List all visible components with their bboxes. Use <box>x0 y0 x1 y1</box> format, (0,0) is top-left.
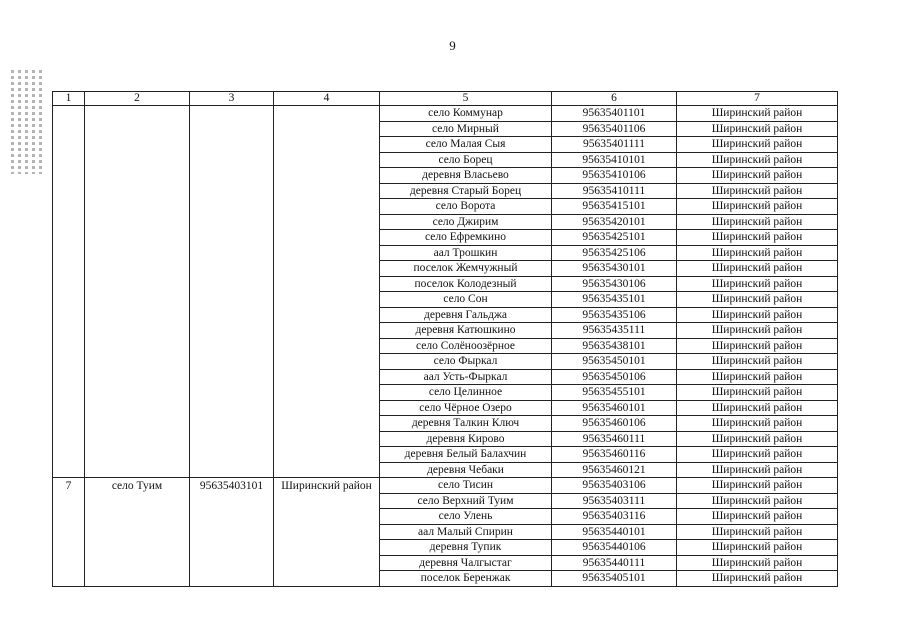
settlement-name: поселок Колодезный <box>380 276 552 292</box>
oktmo-code: 95635460101 <box>552 400 677 416</box>
settlement-name: деревня Талкин Ключ <box>380 416 552 432</box>
settlement-name: село Верхний Туим <box>380 493 552 509</box>
settlement-name: село Улень <box>380 509 552 525</box>
settlement-name: деревня Чебаки <box>380 462 552 478</box>
table-row <box>53 106 838 122</box>
settlement-name: деревня Кирово <box>380 431 552 447</box>
oktmo-code: 95635450101 <box>552 354 677 370</box>
oktmo-code: 95635401101 <box>552 106 677 122</box>
district-name: Ширинский район <box>677 571 838 587</box>
oktmo-code: 95635450106 <box>552 369 677 385</box>
settlement-name: село Малая Сыя <box>380 137 552 153</box>
oktmo-code: 95635430106 <box>552 276 677 292</box>
center-name: село Туим <box>85 478 190 587</box>
oktmo-code: 95635415101 <box>552 199 677 215</box>
district-name: Ширинский район <box>677 385 838 401</box>
oktmo-code: 95635440101 <box>552 524 677 540</box>
district-name: Ширинский район <box>677 478 838 494</box>
settlement-name: село Коммунар <box>380 106 552 122</box>
district-name: Ширинский район <box>677 323 838 339</box>
table-row <box>53 478 838 494</box>
district-name: Ширинский район <box>677 261 838 277</box>
group-number: 7 <box>53 478 85 587</box>
settlement-name: село Фыркал <box>380 354 552 370</box>
district-name: Ширинский район <box>677 245 838 261</box>
settlement-name: село Ефремкино <box>380 230 552 246</box>
settlement-name: деревня Белый Балахчин <box>380 447 552 463</box>
oktmo-code: 95635410111 <box>552 183 677 199</box>
oktmo-code: 95635460121 <box>552 462 677 478</box>
settlement-name: деревня Катюшкино <box>380 323 552 339</box>
district-name: Ширинский район <box>677 307 838 323</box>
settlement-name: село Солёноозёрное <box>380 338 552 354</box>
column-header: 6 <box>552 92 677 106</box>
center-code: 95635403101 <box>190 478 274 587</box>
settlement-name: село Сон <box>380 292 552 308</box>
settlement-name: село Ворота <box>380 199 552 215</box>
district-name: Ширинский район <box>677 338 838 354</box>
settlement-name: село Борец <box>380 152 552 168</box>
district-name: Ширинский район <box>677 524 838 540</box>
oktmo-code: 95635460116 <box>552 447 677 463</box>
district-name: Ширинский район <box>677 354 838 370</box>
column-header: 5 <box>380 92 552 106</box>
column-header: 7 <box>677 92 838 106</box>
oktmo-code: 95635403116 <box>552 509 677 525</box>
district-name: Ширинский район <box>677 152 838 168</box>
oktmo-code: 95635430101 <box>552 261 677 277</box>
settlement-name: село Целинное <box>380 385 552 401</box>
settlement-name: поселок Беренжак <box>380 571 552 587</box>
oktmo-code: 95635460111 <box>552 431 677 447</box>
oktmo-code: 95635410106 <box>552 168 677 184</box>
oktmo-code: 95635405101 <box>552 571 677 587</box>
district-name: Ширинский район <box>677 493 838 509</box>
district-name: Ширинский район <box>677 431 838 447</box>
column-header: 3 <box>190 92 274 106</box>
column-header: 2 <box>85 92 190 106</box>
district-name: Ширинский район <box>677 555 838 571</box>
district-name: Ширинский район <box>677 230 838 246</box>
settlement-name: село Чёрное Озеро <box>380 400 552 416</box>
page-number: 9 <box>449 38 456 53</box>
center-district: Ширинский район <box>274 478 380 587</box>
settlement-name: деревня Гальджа <box>380 307 552 323</box>
oktmo-code: 95635435101 <box>552 292 677 308</box>
district-name: Ширинский район <box>677 292 838 308</box>
settlement-name: поселок Жемчужный <box>380 261 552 277</box>
settlement-name: деревня Старый Борец <box>380 183 552 199</box>
oktmo-code: 95635420101 <box>552 214 677 230</box>
district-name: Ширинский район <box>677 121 838 137</box>
column-header: 4 <box>274 92 380 106</box>
district-name: Ширинский район <box>677 416 838 432</box>
settlement-name: деревня Власьево <box>380 168 552 184</box>
settlement-name: аал Усть-Фыркал <box>380 369 552 385</box>
header-row <box>53 92 838 106</box>
oktmo-code: 95635403111 <box>552 493 677 509</box>
settlement-name: село Джирим <box>380 214 552 230</box>
oktmo-code: 95635410101 <box>552 152 677 168</box>
settlement-name: село Тисин <box>380 478 552 494</box>
district-name: Ширинский район <box>677 168 838 184</box>
district-name: Ширинский район <box>677 509 838 525</box>
district-name: Ширинский район <box>677 183 838 199</box>
oktmo-code: 95635435106 <box>552 307 677 323</box>
oktmo-code: 95635440111 <box>552 555 677 571</box>
stamp-icon <box>8 66 48 178</box>
group-number-cell <box>53 106 85 478</box>
district-name: Ширинский район <box>677 447 838 463</box>
district-name: Ширинский район <box>677 106 838 122</box>
settlement-name: аал Трошкин <box>380 245 552 261</box>
center-code-cell <box>190 106 274 478</box>
settlements-table <box>52 91 838 587</box>
district-name: Ширинский район <box>677 369 838 385</box>
oktmo-code: 95635435111 <box>552 323 677 339</box>
settlement-name: деревня Чалгыстаг <box>380 555 552 571</box>
oktmo-code: 95635425106 <box>552 245 677 261</box>
oktmo-code: 95635401106 <box>552 121 677 137</box>
center-name-cell <box>85 106 190 478</box>
district-name: Ширинский район <box>677 540 838 556</box>
center-district-cell <box>274 106 380 478</box>
oktmo-code: 95635401111 <box>552 137 677 153</box>
settlement-name: село Мирный <box>380 121 552 137</box>
settlement-name: деревня Тупик <box>380 540 552 556</box>
district-name: Ширинский район <box>677 400 838 416</box>
column-header: 1 <box>53 92 85 106</box>
oktmo-code: 95635455101 <box>552 385 677 401</box>
settlement-name: аал Малый Спирин <box>380 524 552 540</box>
oktmo-code: 95635438101 <box>552 338 677 354</box>
oktmo-code: 95635460106 <box>552 416 677 432</box>
district-name: Ширинский район <box>677 137 838 153</box>
oktmo-code: 95635425101 <box>552 230 677 246</box>
district-name: Ширинский район <box>677 214 838 230</box>
district-name: Ширинский район <box>677 462 838 478</box>
oktmo-code: 95635440106 <box>552 540 677 556</box>
district-name: Ширинский район <box>677 199 838 215</box>
oktmo-code: 95635403106 <box>552 478 677 494</box>
district-name: Ширинский район <box>677 276 838 292</box>
